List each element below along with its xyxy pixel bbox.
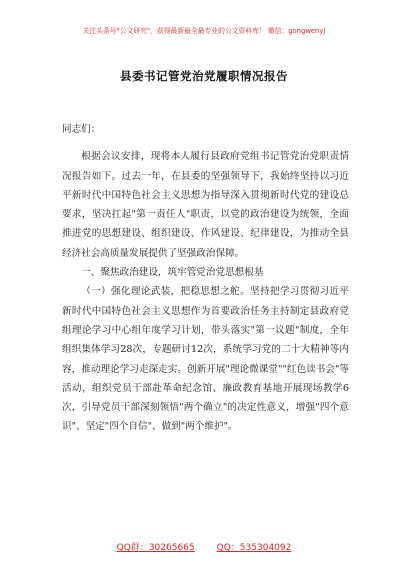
footer-qq-group: QQ群：30265665 [116,543,195,553]
footer-qq-number: QQ：535304092 [216,543,292,553]
footer-contact [0,540,408,553]
header-promo-note: 关注头条号"公文研究"，获得最新最全最专业的公文资料库！ 微信：gongwenyj [82,27,326,35]
salutation: 同志们： [62,124,101,135]
section-heading-1: 一、聚焦政治建设，筑牢管党治党思想根基 [81,267,264,279]
document-body [62,120,349,437]
paragraph-intro: 根据会议安排，现将本人履行县政府党组书记管党治党职责情况报告如下。过去一年，在县委的坚强领导下，我始终坚持以习近平新时代中国特色社会主义思想为指导深入贯彻新时代党的建设总要求，坚决扛起"第一责任人"职责，以党的政治建设为统领，全面推进党的思想建设、组织建设、作风建设、纪律建设，为推动全县经济社会高质量发展提供了坚强政治保障。 [62,151,349,259]
paragraph-theory-study: （一）强化理论武装，把稳思想之舵。坚持把学习贯彻习近平新时代中国特色社会主义思想作为首要政治任务主持制定县政府党组理论学习中心组年度学习计划，带头落实"第一议题"制度，全年组织集体学习28次，专题研讨12次，系统学习党的二十大精神等内容，推动理论学习走深走实。创新开展"理论微课堂""红色读书会"等活动，组织党员干部赴革命纪念馆、廉政教育基地开展现场教学6次，引导党员干部深刻领悟"两个确立"的决定性意义，增强"四个意识"、坚定"四个自信"、做到"两个维护"。 [62,286,349,433]
document-title: 县委书记管党治党履职情况报告 [120,69,288,83]
